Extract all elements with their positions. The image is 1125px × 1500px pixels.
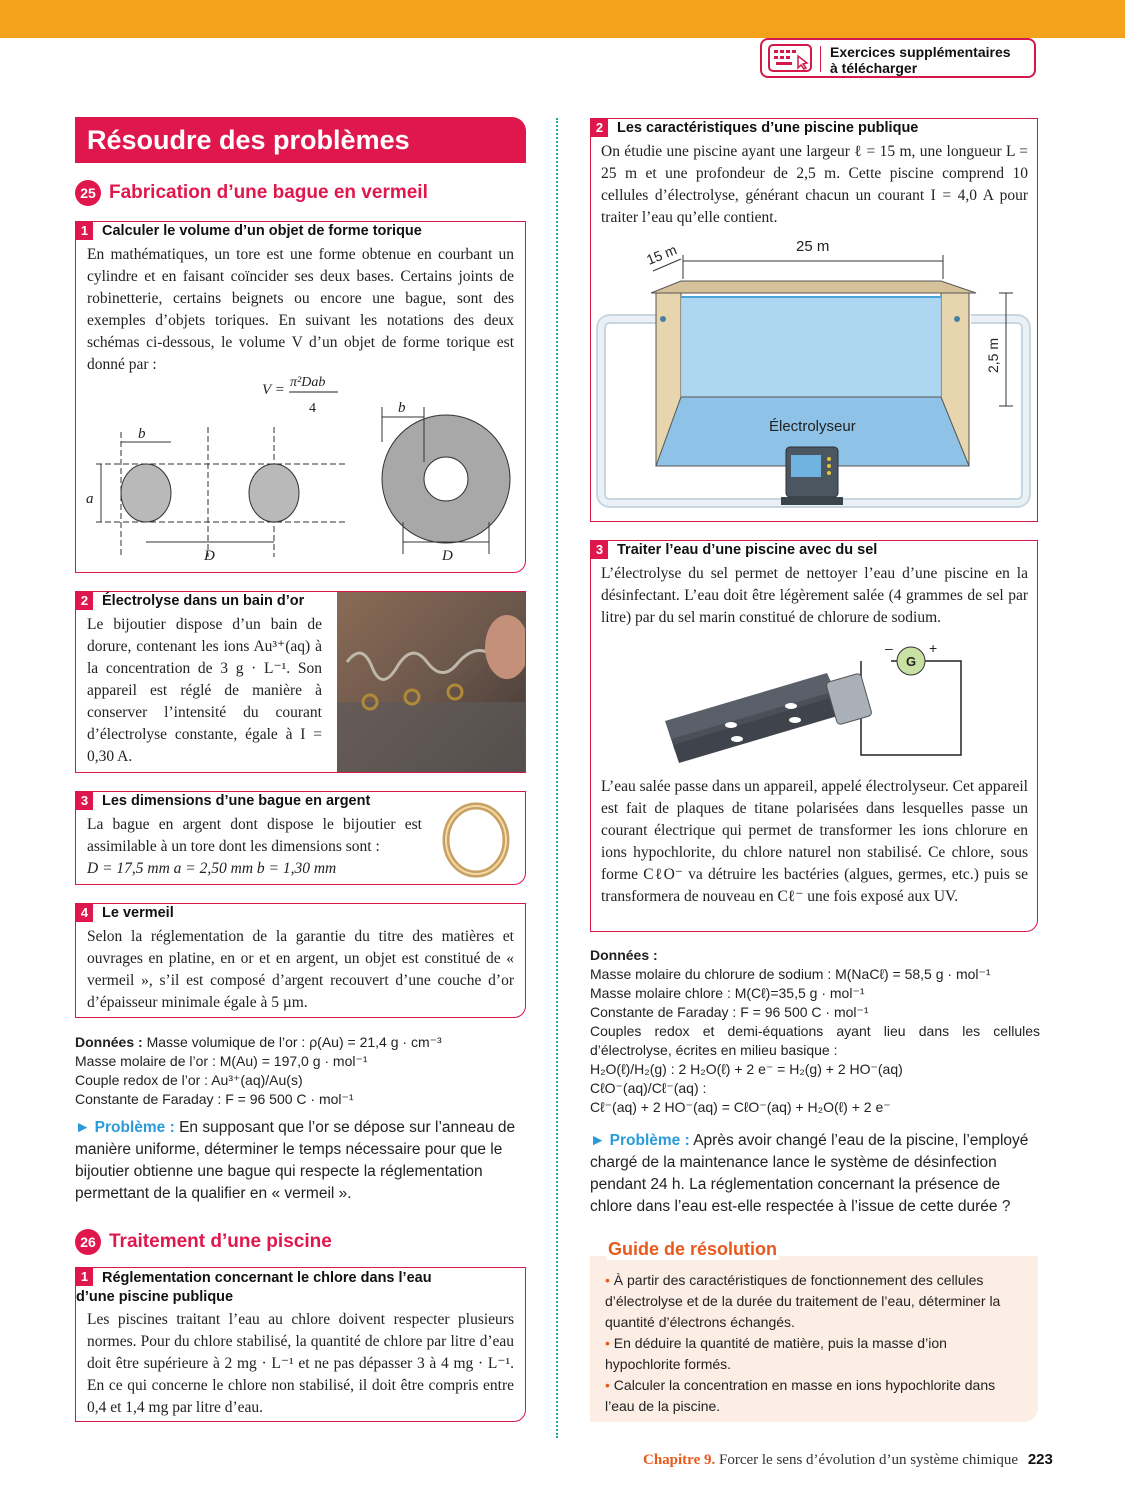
- ring-dimensions: D = 17,5 mm a = 2,50 mm b = 1,30 mm: [87, 860, 337, 877]
- page-number: 223: [1027, 1451, 1053, 1468]
- label-D-torus: D: [442, 548, 453, 564]
- data-line: Constante de Faraday : F = 96 500 C · mol⁻¹: [75, 1091, 354, 1107]
- doc-salt-treatment: [590, 540, 1038, 932]
- doc-torus-volume: [75, 221, 526, 573]
- label-width: 15 m: [644, 241, 679, 268]
- data-line: [75, 1033, 526, 1052]
- data-line: Constante de Faraday : F = 96 500 C · mol⁻¹: [590, 1004, 869, 1020]
- ex25-data: [75, 1033, 526, 1109]
- download-label-line2: à télécharger: [830, 60, 918, 76]
- doc-silver-ring: [75, 791, 526, 885]
- data-value: Masse volumique de l’or : ρ(Au) = 21,4 g · cm⁻³: [146, 1034, 442, 1050]
- gold-plating-photo: [337, 592, 525, 772]
- exercise-25-title: [75, 180, 428, 206]
- problem-label: ► Problème :: [75, 1119, 175, 1136]
- doc-title: Calculer le volume d’un objet de forme torique: [102, 223, 422, 239]
- doc-number: 1: [76, 222, 93, 240]
- guide-title: Guide de résolution: [608, 1239, 778, 1259]
- problem-text: Après avoir changé l’eau de la piscine, l’employé chargé de la maintenance lance le système de désinfection pendant 24 h. La réglementation concernant la présence de chlore dans l’eau est-elle respectée à l’issue de cette durée ?: [590, 1132, 1029, 1215]
- doc-title: Les caractéristiques d’une piscine publique: [617, 120, 919, 136]
- plus-sign: +: [929, 640, 938, 656]
- data-line: Masse molaire de l’or : M(Au) = 197,0 g · mol⁻¹: [75, 1053, 368, 1069]
- label-depth: 2,5 m: [985, 337, 1001, 373]
- doc-number: 4: [76, 904, 93, 922]
- ex26-problem: [590, 1130, 1040, 1218]
- data-line: CℓO⁻(aq)/Cℓ⁻(aq) :: [590, 1080, 707, 1096]
- doc-chlorine-regulation: [75, 1267, 526, 1422]
- label-b-torus: b: [398, 400, 406, 416]
- doc-title: Les dimensions d’une bague en argent: [102, 793, 371, 809]
- label-b: b: [138, 426, 146, 442]
- torus-hole: [424, 457, 468, 501]
- data-line: Couple redox de l’or : Au³⁺(aq)/Au(s): [75, 1072, 303, 1088]
- doc-text: La bague en argent dont dispose le bijoutier est assimilable à un tore dont les dimensions sont :: [87, 816, 422, 855]
- data-line: Masse molaire chlore : M(Cℓ)=35,5 g · mol⁻¹: [590, 985, 865, 1001]
- label-electrolyser: Électrolyseur: [769, 418, 856, 435]
- label-D: D: [204, 548, 215, 564]
- doc-title: [76, 1269, 432, 1307]
- doc-number: 2: [76, 592, 93, 610]
- doc-pool-characteristics: [590, 118, 1038, 522]
- cylinder-base-right: [249, 464, 299, 522]
- torus-diagram: [76, 362, 524, 567]
- guide-list: [605, 1270, 1025, 1417]
- doc-text-process: L’eau salée passe dans un appareil, appelé électrolyseur. Cet appareil est fait de plaques de titane polarisées dans lesquelles passe un courant électrique qui permet de transformer les ions chlorure en ions hypochlorite, du chlore naturel non stabilisé. Ce chlore, sous forme CℓO⁻ va détruire les bactéries (algues, germes, etc.) puis se transformera de nouveau en Cℓ⁻ une fois exposé aux UV.: [601, 778, 1028, 905]
- page-footer: [643, 1451, 1053, 1469]
- guide-item: • En déduire la quantité de matière, puis la masse d’ion hypochlorite formés.: [605, 1335, 947, 1372]
- download-separator: [820, 46, 821, 72]
- doc-title-line2: d’une piscine publique: [76, 1289, 234, 1305]
- doc-text-intro: L’électrolyse du sel permet de nettoyer l’eau d’une piscine en la désinfectant. L’eau doit être légèrement salée (4 grammes de sel par litre) par du sel marin constitué de chlorure de sodium.: [601, 565, 1028, 626]
- guide-item: • Calculer la concentration en masse en ions hypochlorite dans l’eau de la piscine.: [605, 1377, 996, 1414]
- exercise-title-text: Fabrication d’une bague en vermeil: [109, 182, 428, 204]
- doc-title-line1: Réglementation concernant le chlore dans l’eau: [102, 1270, 432, 1286]
- top-banner: [0, 0, 1125, 38]
- footer-chapter-title: Forcer le sens d’évolution d’un système chimique: [718, 1452, 1019, 1468]
- doc-text: On étudie une piscine ayant une largeur ℓ = 15 m, une longueur L = 25 m et une profondeur de 2,5 m. Cette piscine comprend 10 cellules d’électrolyse, générant chacun un courant I = 4,0 A pour traiter l’eau qu’elle contient.: [601, 143, 1028, 226]
- ring-photo: [431, 798, 521, 878]
- cylinder-base-left: [121, 464, 171, 522]
- guide-item: • À partir des caractéristiques de fonctionnement des cellules d’électrolyse et de la durée du traitement de l’eau, déterminer la quantité d’électrons échangés.: [605, 1272, 1001, 1330]
- doc-number: 3: [591, 541, 608, 559]
- doc-number: 2: [591, 119, 608, 137]
- minus-sign: –: [885, 640, 893, 656]
- doc-text: En mathématiques, un tore est une forme obtenue en courbant un cylindre et en faisant coïncider ses deux bases. Certains joints de robinetterie, certains beignets ou encore une bague, sont des exemples d’objets toriques. En suivant les notations des deux schémas ci-dessous, le volume V d’un objet de forme torique est donné par :: [87, 246, 514, 373]
- pool-diagram: [591, 231, 1036, 519]
- formula-numerator: π²Dab: [290, 375, 326, 390]
- data-line: Cℓ⁻(aq) + 2 HO⁻(aq) = CℓO⁻(aq) + H₂O(ℓ) + 2 e⁻: [590, 1099, 891, 1115]
- data-label: Données :: [75, 1034, 143, 1050]
- guide-item-text: À partir des caractéristiques de fonctionnement des cellules d’électrolyse et de la durée du traitement de l’eau, déterminer la quantité d’électrons échangés.: [605, 1272, 1001, 1330]
- data-heading: [590, 946, 1040, 965]
- doc-gold-bath: [75, 591, 526, 773]
- exercise-title-text: Traitement d’une piscine: [109, 1231, 332, 1253]
- section-title: Résoudre des problèmes: [75, 117, 526, 163]
- doc-number: 3: [76, 792, 93, 810]
- formula-lhs: V =: [262, 382, 285, 398]
- data-label: Données :: [590, 947, 658, 963]
- download-exercises-button[interactable]: [760, 38, 1036, 78]
- doc-title: Électrolyse dans un bain d’or: [102, 593, 305, 609]
- doc-title: Le vermeil: [102, 905, 174, 921]
- doc-number: 1: [76, 1268, 93, 1286]
- guide-item-text: En déduire la quantité de matière, puis la masse d’ion hypochlorite formés.: [605, 1335, 947, 1372]
- doc-text: Les piscines traitant l’eau au chlore doivent respecter plusieurs normes. Pour du chlore stabilisé, la quantité de chlore par litre d’eau doit être supérieure à 2 mg · L⁻¹ et ne pas dépasser 3 à 4 mg · L⁻¹. En ce qui concerne le chlore non stabilisé, il doit être compris entre 0,4 et 1,4 mg par litre d’eau.: [87, 1311, 514, 1416]
- doc-text: Le bijoutier dispose d’un bain de dorure, contenant les ions Au³⁺(aq) à la concentration de 3 g · L⁻¹. Son appareil est réglé de manière à conserver l’intensité du courant d’électrolyse constante, égale à I = 0,30 A.: [87, 616, 322, 765]
- data-line: Couples redox et demi-équations ayant lieu dans les cellules d’électrolyse, écrites en milieu basique :: [590, 1023, 1040, 1058]
- guide-item-text: Calculer la concentration en masse en ions hypochlorite dans l’eau de la piscine.: [605, 1377, 996, 1414]
- ex26-data: [590, 946, 1040, 1117]
- download-label-line1: Exercices supplémentaires: [830, 44, 1011, 60]
- label-a: a: [86, 491, 94, 507]
- footer-chapter: Chapitre 9.: [643, 1452, 716, 1468]
- column-divider: [556, 118, 558, 1438]
- exercise-number: 26: [75, 1229, 101, 1255]
- exercise-number: 25: [75, 180, 101, 206]
- doc-text: Selon la réglementation de la garantie du titre des matières et ouvrages en platine, en or et en argent, un objet est constitué de « vermeil », s’il est composé d’argent recouvert d’une couche d’or d’épaisseur minimale égale à 5 µm.: [87, 928, 514, 1011]
- doc-vermeil: [75, 903, 526, 1018]
- generator-label: G: [906, 654, 917, 669]
- ex25-problem: [75, 1117, 526, 1205]
- problem-label: ► Problème :: [590, 1132, 690, 1149]
- download-label: [830, 44, 1011, 76]
- exercise-26-title: [75, 1229, 332, 1255]
- data-line: H₂O(ℓ)/H₂(g) : 2 H₂O(ℓ) + 2 e⁻ = H₂(g) + 2 HO⁻(aq): [590, 1061, 903, 1077]
- data-line: Masse molaire du chlorure de sodium : M(NaCℓ) = 58,5 g · mol⁻¹: [590, 966, 991, 982]
- label-length: 25 m: [796, 238, 830, 255]
- electrolyser-diagram: [661, 633, 971, 773]
- doc-title: Traiter l’eau d’une piscine avec du sel: [617, 542, 878, 558]
- keyboard-click-icon: [768, 44, 812, 72]
- problem-text: En supposant que l’or se dépose sur l’anneau de manière uniforme, déterminer le temps nécessaire pour que le bijoutier obtienne une bague qui respecte la réglementation permettant de la qualifier en « vermeil ».: [75, 1119, 516, 1202]
- formula-denominator: 4: [309, 401, 316, 416]
